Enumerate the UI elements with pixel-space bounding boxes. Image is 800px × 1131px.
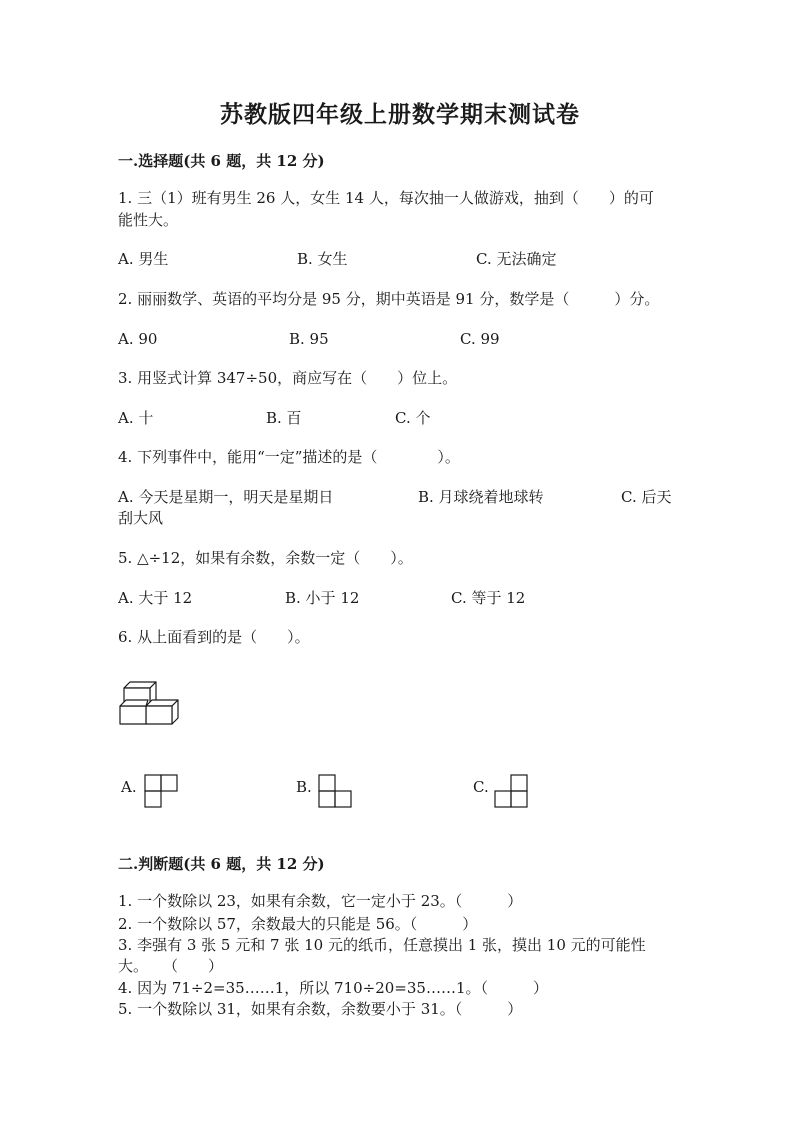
option-c-top-view-figure bbox=[494, 774, 528, 808]
question-1-line-2: 能性大。 bbox=[118, 211, 179, 229]
option-b-top-view-figure bbox=[318, 774, 352, 808]
question-6-text: 6. 从上面看到的是（ ）。 bbox=[118, 628, 310, 646]
question-4-text: 4. 下列事件中，能用“一定”描述的是（ ）。 bbox=[118, 448, 460, 466]
question-6-option-b: B. bbox=[296, 778, 312, 796]
judgment-item-3-line-2: 大。 （ ） bbox=[118, 957, 224, 975]
question-1-option-a: A. 男生 bbox=[118, 250, 169, 268]
question-4-option-c: C. 后天 bbox=[621, 488, 672, 506]
question-4-option-a: A. 今天是星期一，明天是星期日 bbox=[118, 488, 334, 506]
cube-stack-figure bbox=[118, 676, 182, 728]
question-6-option-c: C. bbox=[473, 778, 489, 796]
question-5-option-b: B. 小于 12 bbox=[285, 589, 360, 607]
question-3-option-a: A. 十 bbox=[118, 409, 154, 427]
question-1-option-c: C. 无法确定 bbox=[476, 250, 557, 268]
question-4-option-c-continued: 刮大风 bbox=[118, 509, 164, 527]
question-2-option-a: A. 90 bbox=[118, 330, 158, 348]
judgment-item-4: 4. 因为 71÷2=35……1，所以 710÷20=35……1。（ ） bbox=[118, 979, 548, 997]
option-a-top-view-figure bbox=[144, 774, 178, 808]
question-2-option-b: B. 95 bbox=[289, 330, 329, 348]
question-5-text: 5. △÷12，如果有余数，余数一定（ ）。 bbox=[118, 549, 413, 567]
question-3-text: 3. 用竖式计算 347÷50，商应写在（ ）位上。 bbox=[118, 369, 458, 387]
section-heading-multiple-choice: 一.选择题(共 6 题，共 12 分) bbox=[118, 152, 325, 170]
section-heading-true-false: 二.判断题(共 6 题，共 12 分) bbox=[118, 855, 325, 873]
question-2-option-c: C. 99 bbox=[460, 330, 500, 348]
judgment-item-5: 5. 一个数除以 31，如果有余数，余数要小于 31。（ ） bbox=[118, 1000, 523, 1018]
question-6-option-a: A. bbox=[121, 778, 137, 796]
page-title: 苏教版四年级上册数学期末测试卷 bbox=[220, 101, 580, 128]
question-3-option-c: C. 个 bbox=[395, 409, 431, 427]
question-2-text: 2. 丽丽数学、英语的平均分是 95 分，期中英语是 91 分，数学是（ ）分。 bbox=[118, 290, 660, 308]
question-3-option-b: B. 百 bbox=[266, 409, 302, 427]
question-1-option-b: B. 女生 bbox=[297, 250, 348, 268]
question-4-option-b: B. 月球绕着地球转 bbox=[418, 488, 544, 506]
question-1-line-1: 1. 三（1）班有男生 26 人，女生 14 人，每次抽一人做游戏，抽到（ ）的可 bbox=[118, 189, 654, 207]
question-5-option-a: A. 大于 12 bbox=[118, 589, 193, 607]
judgment-item-2: 2. 一个数除以 57，余数最大的只能是 56。（ ） bbox=[118, 915, 478, 933]
judgment-item-3-line-1: 3. 李强有 3 张 5 元和 7 张 10 元的纸币，任意摸出 1 张，摸出 10 元的可能性 bbox=[118, 936, 646, 954]
judgment-item-1: 1. 一个数除以 23，如果有余数，它一定小于 23。（ ） bbox=[118, 892, 523, 910]
question-5-option-c: C. 等于 12 bbox=[451, 589, 526, 607]
